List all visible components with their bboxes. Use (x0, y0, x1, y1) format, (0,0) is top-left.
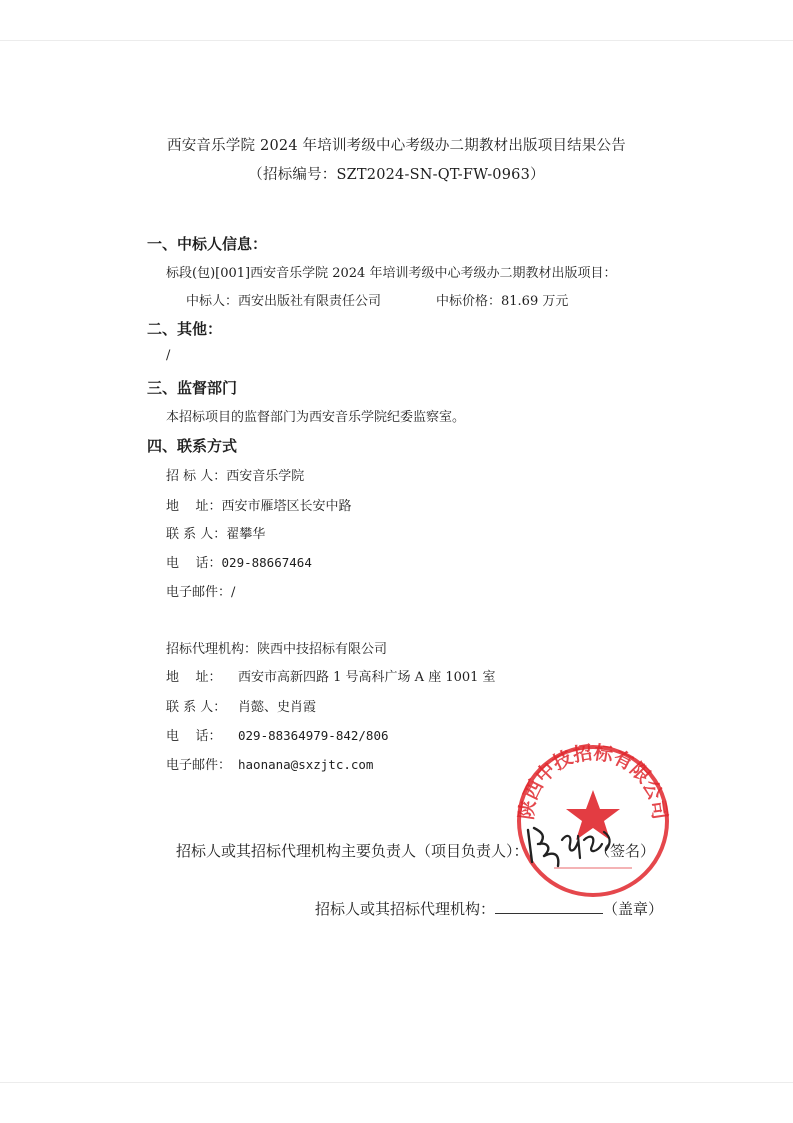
supervision-content: 本招标项目的监督部门为西安音乐学院纪委监察室。 (166, 410, 466, 425)
seal-suffix: （盖章） (603, 900, 664, 918)
agency-email-row (166, 754, 373, 773)
tender-number: （招标编号：SZT2024-SN-QT-FW-0963） (248, 167, 545, 183)
purchaser-phone-row (166, 552, 312, 571)
scan-line (0, 40, 793, 41)
purchaser-address-row (166, 495, 352, 514)
seal-text: 陕西中技招标有限公司 (515, 742, 671, 821)
field-value: 陕西中技招标有限公司 (257, 642, 388, 657)
signature-line (176, 840, 529, 861)
seal-blank (495, 899, 603, 914)
purchaser-row (166, 465, 304, 484)
company-seal (514, 742, 672, 900)
field-value: 肖懿、史肖霞 (238, 700, 317, 715)
field-value: 翟攀华 (226, 527, 266, 542)
winner-name: 中标人：西安出版社有限责任公司 (186, 294, 382, 309)
document-title: 西安音乐学院 2024 年培训考级中心考级办二期教材出版项目结果公告 (167, 138, 626, 154)
signature-label: 招标人或其招标代理机构主要负责人（项目负责人）： (176, 842, 529, 860)
field-label: 电 话： (166, 556, 222, 571)
scan-line (0, 1082, 793, 1083)
seal-label: 招标人或其招标代理机构： (315, 900, 496, 918)
field-label: 电子邮件： (166, 758, 232, 773)
field-label: 招标代理机构： (166, 642, 258, 657)
lot-description: 标段(包)[001]西安音乐学院 2024 年培训考级中心考级办二期教材出版项目： (166, 266, 617, 281)
field-value: 029-88364979-842/806 (238, 728, 389, 743)
agency-phone-row (166, 725, 389, 744)
field-value: 西安市高新四路 1 号高科广场 A 座 1001 室 (238, 670, 496, 685)
field-label: 招 标 人： (166, 469, 227, 484)
field-value: / (231, 585, 236, 600)
agency-row (166, 638, 387, 657)
field-value: haonana@sxzjtc.com (238, 757, 374, 772)
field-label: 联 系 人： (166, 700, 227, 715)
field-label: 联 系 人： (166, 527, 227, 542)
agency-contact-row (166, 696, 316, 715)
field-value: 西安音乐学院 (226, 469, 305, 484)
winning-price: 中标价格：81.69 万元 (436, 294, 569, 309)
field-label: 地 址： (166, 499, 222, 514)
seal-line (315, 898, 663, 919)
section-heading-other: 二、其他： (147, 320, 223, 338)
signature-suffix: （签名） (595, 842, 656, 860)
field-label: 电 话： (166, 729, 222, 744)
purchaser-contact-row (166, 523, 265, 542)
purchaser-email-row (166, 581, 235, 600)
field-value: 西安市雁塔区长安中路 (221, 499, 352, 514)
section-heading-supervision: 三、监督部门 (147, 379, 238, 397)
field-label: 电子邮件： (166, 585, 232, 600)
section-heading-winner: 一、中标人信息： (147, 235, 268, 253)
field-label: 地 址： (166, 670, 222, 685)
handwritten-signature (522, 822, 622, 872)
other-content: / (166, 348, 171, 363)
agency-address-row (166, 666, 496, 685)
field-value: 029-88667464 (221, 555, 312, 570)
section-heading-contact: 四、联系方式 (147, 437, 238, 455)
